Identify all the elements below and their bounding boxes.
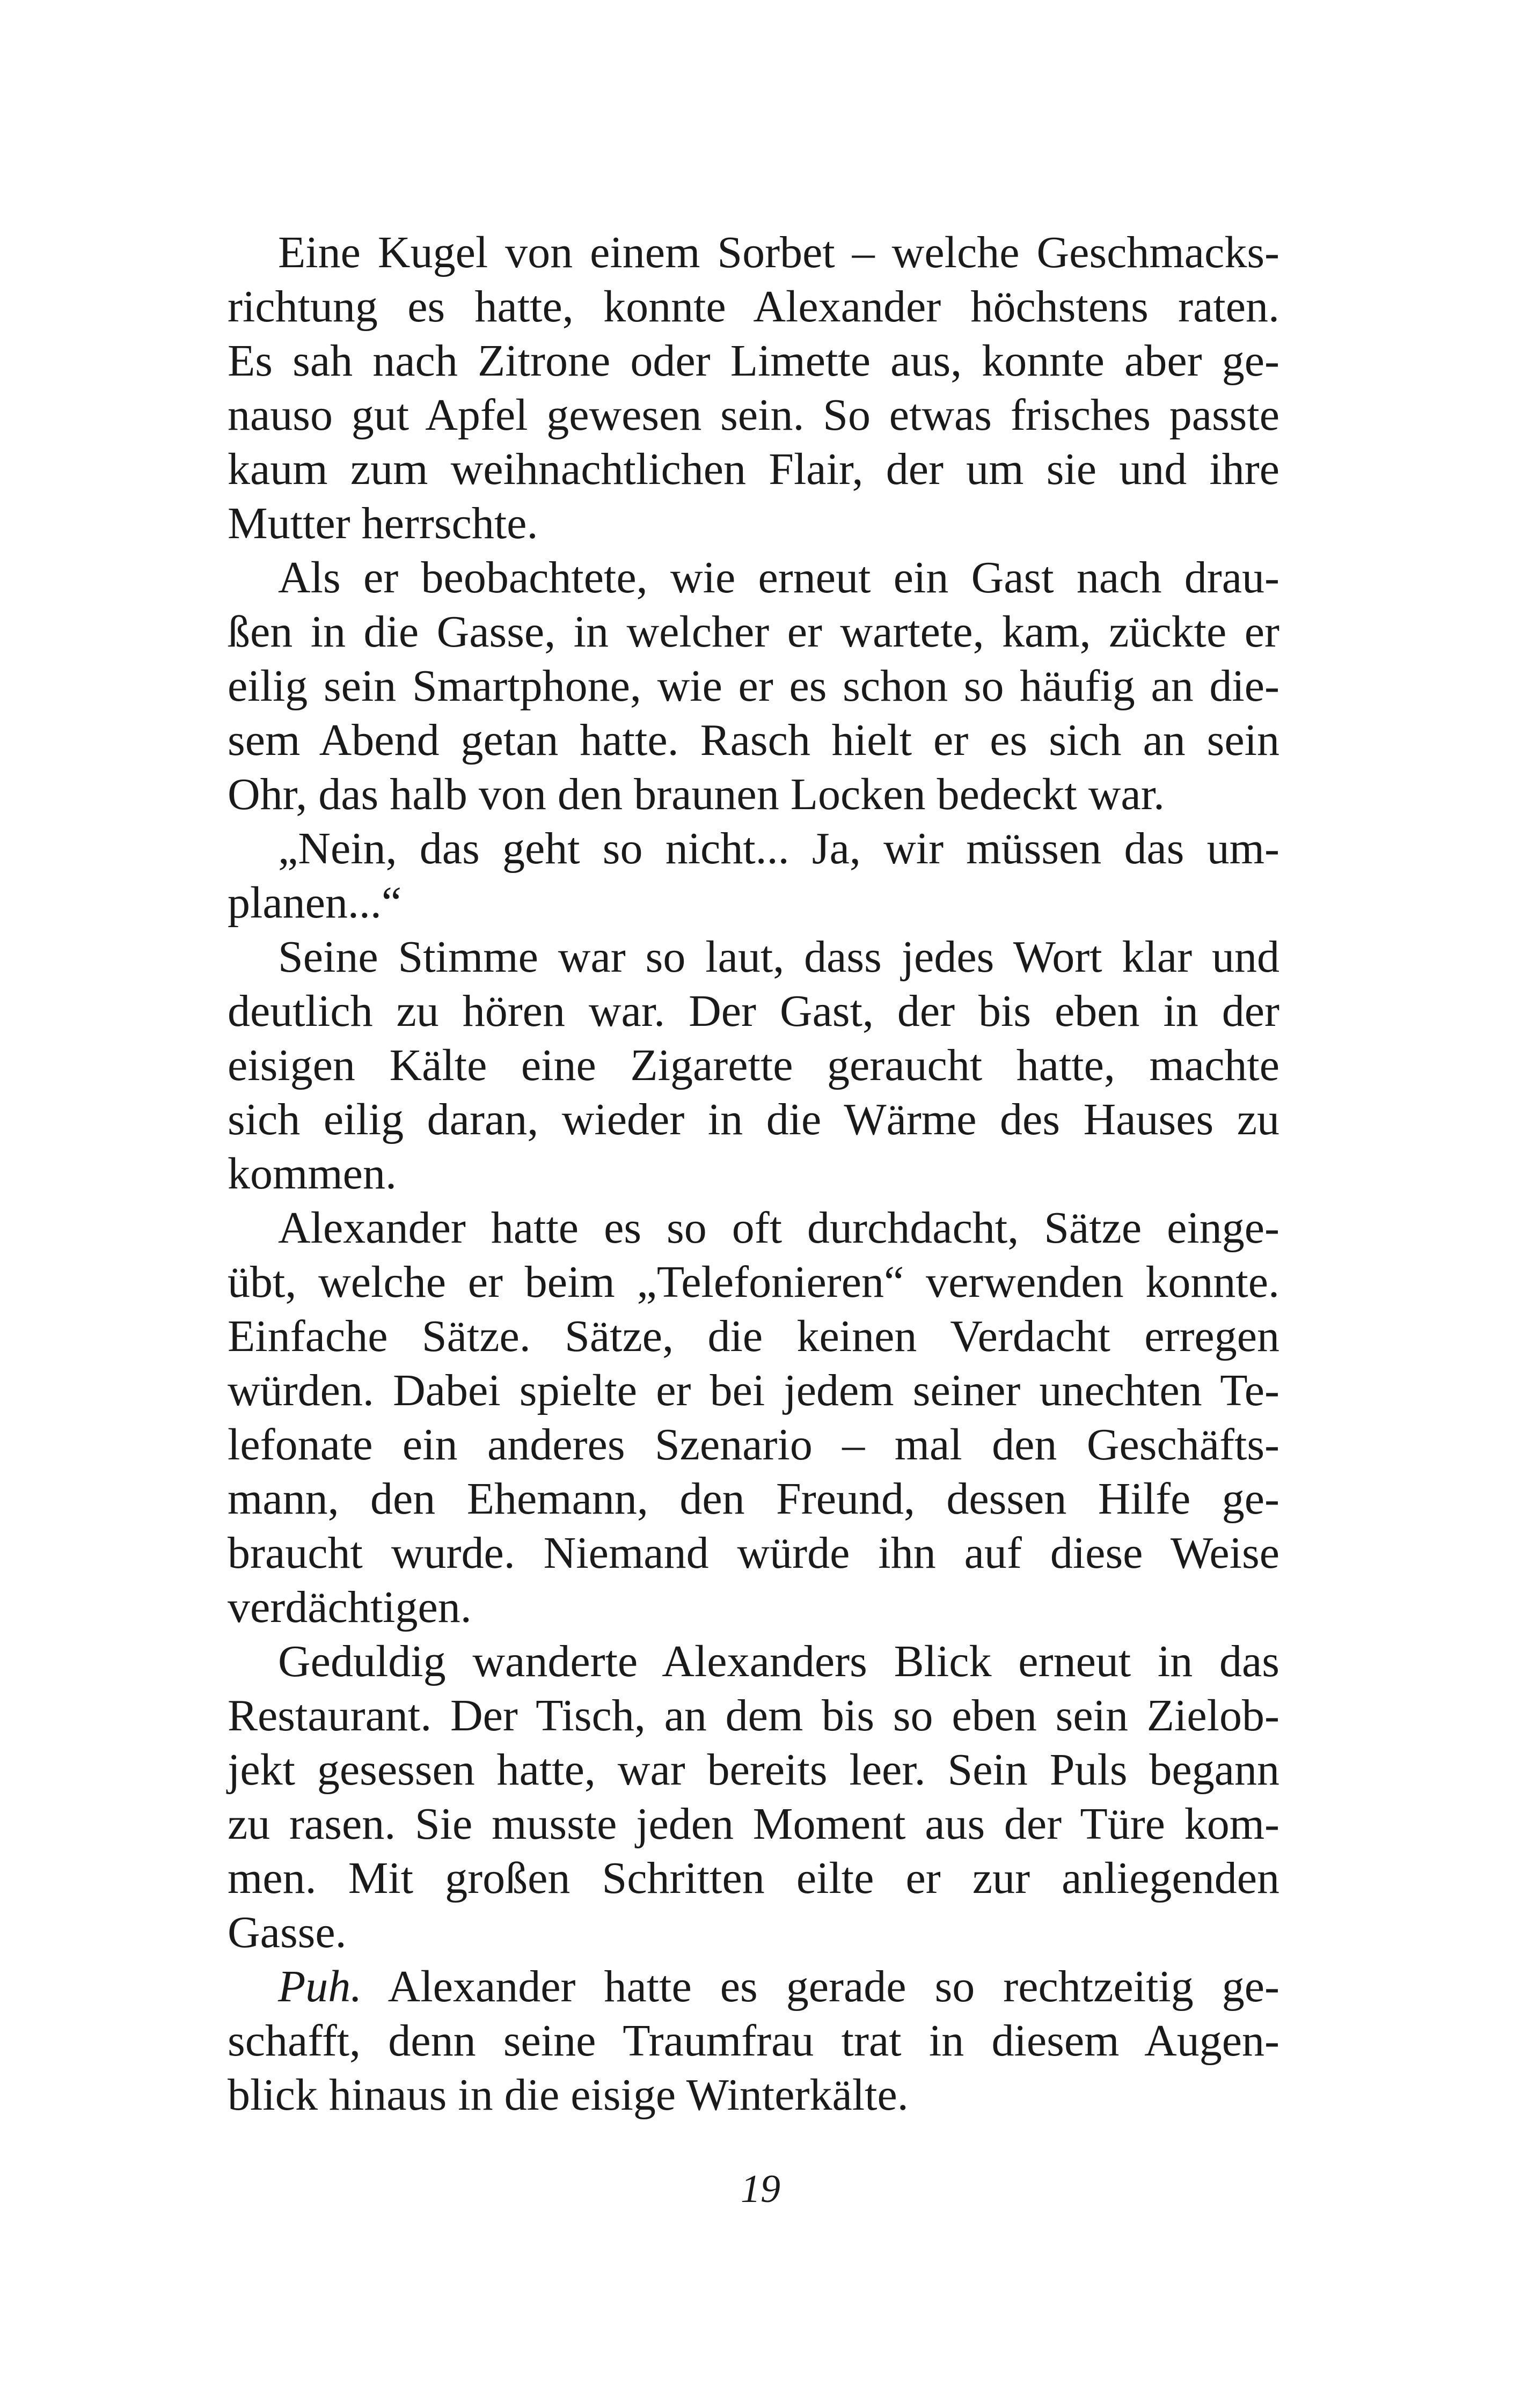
text-line (228, 1472, 1279, 1526)
text-line (228, 876, 1279, 930)
line-text: Seine Stimme war so laut, dass jedes Wort klar und (278, 932, 1279, 982)
line-text: Einfache Sätze. Sätze, die keinen Verdacht erregen (228, 1311, 1279, 1361)
line-text: übt, welche er beim „Telefonieren“ verwenden konnte. (228, 1257, 1279, 1307)
line-text: ßen in die Gasse, in welcher er wartete, kam, zückte er (228, 607, 1279, 657)
text-line (228, 225, 1279, 280)
text-line (228, 984, 1279, 1038)
line-text: kaum zum weihnachtlichen Flair, der um sie und ihre (228, 444, 1279, 494)
line-text: Restaurant. Der Tisch, an dem bis so eben sein Zielob- (228, 1691, 1279, 1741)
text-line (228, 1038, 1279, 1092)
text-line (228, 1905, 1279, 1959)
text-line (228, 2068, 1279, 2122)
line-text: kommen. (228, 1149, 397, 1199)
line-text: schafft, denn seine Traumfrau trat in diesem Augen- (228, 2016, 1279, 2066)
line-text: sich eilig daran, wieder in die Wärme des Hauses zu (228, 1095, 1279, 1144)
line-text: Mutter herrschte. (228, 498, 538, 548)
text-line (228, 388, 1279, 442)
line-text: Alexander hatte es gerade so rechtzeitig ge- (362, 1962, 1279, 2011)
text-line (228, 442, 1279, 496)
text-line (228, 496, 1279, 550)
line-text: nauso gut Apfel gewesen sein. So etwas frisches passte (228, 390, 1279, 440)
line-text: richtung es hatte, konnte Alexander höchstens raten. (228, 282, 1279, 332)
line-text: Gasse. (228, 1907, 347, 1957)
text-line (228, 930, 1279, 984)
line-text: würden. Dabei spielte er bei jedem seiner unechten Te- (228, 1365, 1279, 1415)
text-line (228, 605, 1279, 659)
text-line (228, 1797, 1279, 1851)
text-line (228, 767, 1279, 821)
text-line (228, 1363, 1279, 1418)
line-text: verdächtigen. (228, 1582, 472, 1632)
text-line (228, 280, 1279, 334)
text-line (228, 821, 1279, 876)
line-text: eisigen Kälte eine Zigarette geraucht hatte, machte (228, 1040, 1279, 1090)
text-line (228, 2014, 1279, 2068)
text-line (228, 1688, 1279, 1743)
line-text: braucht wurde. Niemand würde ihn auf diese Weise (228, 1528, 1279, 1578)
text-line (228, 334, 1279, 388)
text-line (228, 1092, 1279, 1147)
line-text: Ohr, das halb von den braunen Locken bedeckt war. (228, 769, 1165, 819)
line-text: lefonate ein anderes Szenario – mal den Geschäfts- (228, 1420, 1279, 1470)
text-line (228, 1580, 1279, 1634)
line-text: deutlich zu hören war. Der Gast, der bis eben in der (228, 986, 1279, 1036)
line-text: jekt gesessen hatte, war bereits leer. Sein Puls begann (228, 1745, 1279, 1795)
line-text: eilig sein Smartphone, wie er es schon so häufig an die- (228, 661, 1279, 711)
line-text: planen...“ (228, 878, 402, 928)
line-text: Geduldig wanderte Alexanders Blick erneut in das (278, 1636, 1279, 1686)
text-line (228, 1147, 1279, 1201)
text-line (228, 1851, 1279, 1905)
line-text: sem Abend getan hatte. Rasch hielt er es sich an sein (228, 715, 1279, 765)
text-line (228, 1526, 1279, 1580)
text-line (228, 550, 1279, 605)
line-text: zu rasen. Sie musste jeden Moment aus der Türe kom- (228, 1799, 1279, 1849)
text-line (228, 1634, 1279, 1688)
line-text: mann, den Ehemann, den Freund, dessen Hilfe ge- (228, 1474, 1279, 1524)
line-text: Eine Kugel von einem Sorbet – welche Geschmacks- (278, 227, 1279, 277)
text-line (228, 1255, 1279, 1309)
text-line (228, 1959, 1279, 2014)
line-text: men. Mit großen Schritten eilte er zur anliegenden (228, 1853, 1279, 1903)
text-line (228, 659, 1279, 713)
text-line (228, 1743, 1279, 1797)
page-number: 19 (741, 2167, 780, 2211)
line-text: Alexander hatte es so oft durchdacht, Sätze einge- (278, 1203, 1279, 1253)
line-text: „Nein, das geht so nicht... Ja, wir müssen das um- (278, 824, 1279, 873)
line-text: Als er beobachtete, wie erneut ein Gast nach drau- (278, 553, 1279, 603)
text-line (228, 1201, 1279, 1255)
line-text: blick hinaus in die eisige Winterkälte. (228, 2070, 909, 2120)
line-text: Es sah nach Zitrone oder Limette aus, konnte aber ge- (228, 336, 1279, 386)
italic-word: Puh. (278, 1962, 362, 2011)
text-line (228, 1309, 1279, 1363)
text-line (228, 713, 1279, 767)
text-line (228, 1418, 1279, 1472)
body-text (228, 225, 1279, 2122)
